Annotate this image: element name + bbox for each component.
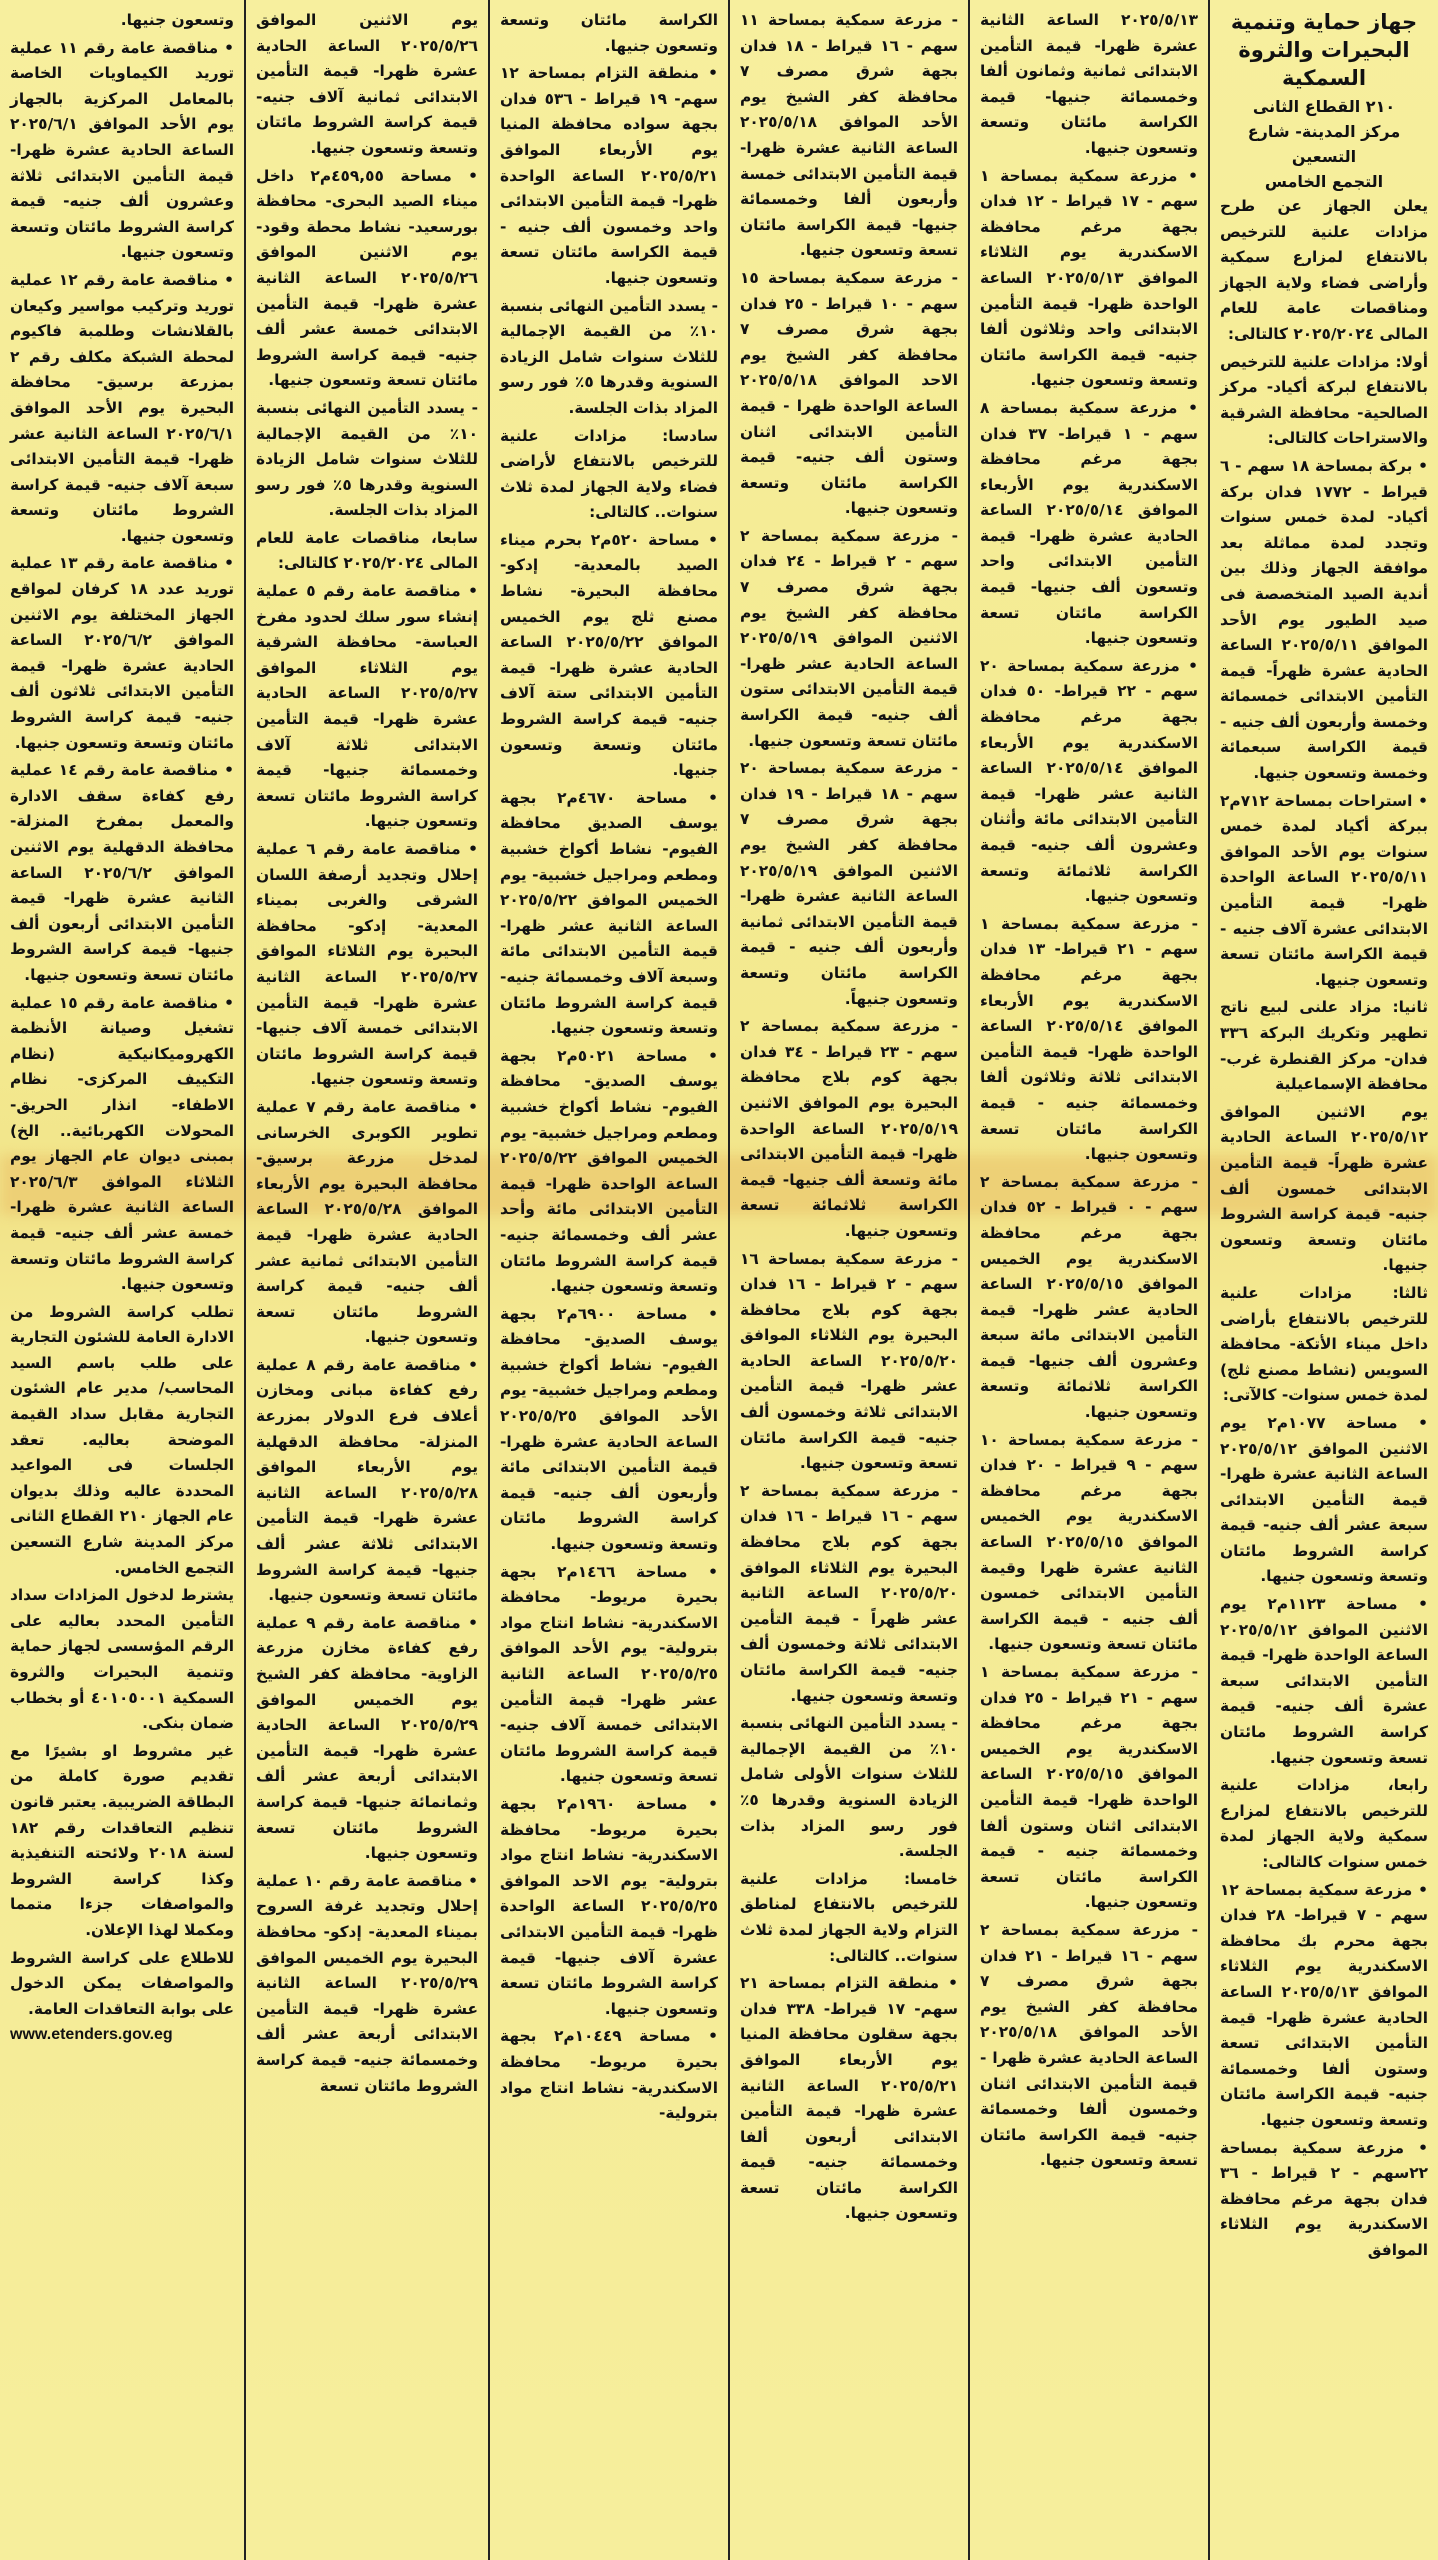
- column-5-body: [256, 8, 478, 2099]
- notice-paragraph: • مساحة ٦٩٠٠م٢ بجهة يوسف الصديق- محافظة الفيوم- نشاط أكواخ خشبية ومطعم ومراجيل خشبية- يوم الأحد الموافق ٢٠٢٥/٥/٢٥ الساعة الحادية عشرة ظهرا- قيمة التأمين الابتدائى مائة وأربعون ألف جنيه- قيمة كراسة الشروط مائتان وتسعة وتسعون جنيها.: [500, 1304, 718, 1554]
- notice-paragraph: • مناقصة عامة رقم ٨ عملية رفع كفاءة مبانى ومخازن أعلاف فرع الدولار بمزرعة المنزلة- محافظة الدقهلية يوم الأربعاء الموافق ٢٠٢٥/٥/٢٨ الساعة الثانية عشرة ظهرا- قيمة التأمين الابتدائى ثلاثة عشر ألف جنيها- قيمة كراسة الشروط مائتان تسعة وتسعون جنيها.: [256, 1355, 478, 1605]
- notice-paragraph: • مناقصة عامة رقم ١٥ عملية تشغيل وصيانة الأنظمة الكهروميكانيكية (نظام التكييف المركزى- نظام الاطفاء- انذار الحريق- المحولات الكهربائية.. الخ) بمبنى ديوان عام الجهاز يوم الثلاثاء الموافق ٢٠٢٥/٦/٣ الساعة الثانية عشرة ظهرا- خمسة عشر ألف جنيه- قيمة كراسة الشروط مائتان وتسعة وتسعون جنيها.: [10, 993, 234, 1294]
- notice-paragraph: • مزرعة سمكية بمساحة ١٢ سهم - ٧ قيراط- ٢٨ فدان بجهة محرم بك محافظة الاسكندرية يوم الثلاثاء الموافق ٢٠٢٥/٥/١٣ الساعة الحادية عشرة ظهرا- قيمة التأمين الابتدائى تسعة وستون ألفا وخمسمائة جنيه- قيمة الكراسة مائتان وتسعة وتسعون جنيها.: [1220, 1880, 1428, 2129]
- notice-paragraph: • مساحة ٤٦٧٠م٢ بجهة يوسف الصديق محافظة الفيوم- نشاط أكواخ خشبية ومطعم ومراجيل خشبية- يوم الخميس الموافق ٢٠٢٥/٥/٢٢ الساعة الثانية عشر ظهرا- قيمة التأمين الابتدائى مائة وسبعة آلاف وخمسمائة جنيه- قيمة كراسة الشروط مائتان وتسعة وتسعون جنيها.: [500, 788, 718, 1038]
- notice-paragraph: • مزرعة سمكية بمساحة ٢٠ سهم - ٢٢ قيراط- ٥٠ فدان بجهة مرغم محافظة الاسكندرية يوم الأربعاء الموافق ٢٠٢٥/٥/١٤ الساعة الثانية عشر ظهرا- قيمة التأمين الابتدائى مائة وأثنان وعشرون ألف جنيه- قيمة الكراسة ثلاثمائة وتسعة وتسعون جنيها.: [980, 656, 1198, 906]
- column-4: [488, 0, 728, 2560]
- notice-paragraph: - يسدد التأمين النهائى بنسبة ١٠٪ من القيمة الإجمالية للثلاث سنوات الأولى شامل الزيادة السنوية وقدرها ٥٪ فور رسو المزاد بذات الجلسة.: [740, 1714, 958, 1861]
- notice-paragraph: - مزرعة سمكية بمساحة ١٥ سهم - ١٠ قيراط - ٢٥ فدان بجهة شرق مصرف ٧ محافظة كفر الشيخ يوم الاحد الموافق ٢٠٢٥/٥/١٨ الساعة الواحدة ظهرا - قيمة التأمين الابتدائى اثنان وستون ألف جنيه- قيمة الكراسة مائتان وتسعة وتسعون جنيها.: [740, 268, 958, 518]
- notice-paragraph: • مساحة ١٠٤٤٩م٢ بجهة بحيرة مريوط- محافظة الاسكندرية- نشاط انتاج مواد بترولية-: [500, 2027, 718, 2123]
- notice-paragraph: • مناقصة عامة رقم ٦ عملية إحلال وتجديد أرصفة اللسان الشرقى والغربى بميناء المعدية- إدكو- محافظة البحيرة يوم الثلاثاء الموافق ٢٠٢٥/٥/٢٧ الساعة الثانية عشرة ظهرا- قيمة التأمين الابتدائى خمسة آلاف جنيها- قيمة كراسة الشروط مائتان وتسعة وتسعون جنيها.: [256, 840, 478, 1089]
- notice-paragraph: • مناقصة عامة رقم ١٢ عملية توريد وتركيب مواسير وكيعان بالقلانشات وطلمبة فاكيوم لمحطة الشبكة مكلف رقم ٢ بمزرعة برسيق- محافظة البحيرة يوم الأحد الموافق ٢٠٢٥/٦/١ الساعة الثانية عشر ظهرا- قيمة التأمين الابتدائى سبعة آلاف جنيه- قيمة كراسة الشروط مائتان وتسعة وتسعون جنيها.: [10, 270, 234, 545]
- notice-paragraph: - يسدد التأمين النهائى بنسبة ١٠٪ من القيمة الإجمالية للثلاث سنوات شامل الزيادة السنوية وقدرها ٥٪ فور رسو المزاد بذات الجلسة.: [256, 398, 479, 520]
- notice-paragraph: • مساحة ٥٠٢١م٢ بجهة يوسف الصديق- محافظة الفيوم- نشاط أكواخ خشبية ومطعم ومراجيل خشبية- يوم الخميس الموافق ٢٠٢٥/٥/٢٢ الساعة الواحدة ظهرا- قيمة التأمين الابتدائى مائة وأحد عشر ألف وخمسمائة جنيه- قيمة كراسة الشروط مائتان وتسعة وتسعون جنيها.: [500, 1046, 718, 1296]
- notice-paragraph: للاطلاع على كراسة الشروط والمواصفات يمكن الدخول على بوابة التعاقدات العامة.: [10, 1948, 234, 2018]
- address-line-2: مركز المدينة- شارع التسعين: [1247, 122, 1401, 166]
- notice-paragraph: • مزرعة سمكية بمساحة ٨ سهم - ١ قيراط- ٣٧ فدان بجهة مرغم محافظة الاسكندرية يوم الأربعاء الموافق ٢٠٢٥/٥/١٤ الساعة الحادية عشرة ظهرا- قيمة التأمين الابتدائى واحد وتسعون ألف جنيها- قيمة الكراسة مائتان تسعة وتسعون جنيها.: [980, 398, 1198, 648]
- notice-paragraph: • مناقصة عامة رقم ١١ عملية توريد الكيماويات الخاصة بالمعامل المركزية بالجهاز يوم الأحد الموافق ٢٠٢٥/٦/١ الساعة الحادية عشرة ظهرا- قيمة التأمين الابتدائى ثلاثة وعشرون ألف جنيه- قيمة كراسة الشروط مائتان وتسعة وتسعون جنيها.: [10, 38, 234, 262]
- address-line-1: ٢١٠ القطاع الثانى: [1252, 97, 1396, 116]
- notice-paragraph: • مناقصة عامة رقم ١٠ عملية إحلال وتجديد غرفة السروح بميناء المعدية- إدكو- محافظة البحيرة يوم الخميس الموافق ٢٠٢٥/٥/٢٩ الساعة الثانية عشرة ظهرا- قيمة التأمين الابتدائى أربعة عشر ألف وخمسمائة جنيه- قيمة كراسة الشروط مائتان تسعة: [256, 1871, 478, 2095]
- notice-paragraph: • مناقصة عامة رقم ١٤ عملية رفع كفاءة سقف الادارة والمعمل بمفرخ المنزلة- محافظة الدقهلية يوم الاثنين الموافق ٢٠٢٥/٦/٢ الساعة الثانية عشرة ظهرا- قيمة التأمين الابتدائى أربعون ألف جنيها- قيمة كراسة الشروط مائتان تسعة وتسعون جنيها.: [10, 761, 235, 984]
- notice-paragraph: يشترط لدخول المزادات سداد التأمين المحدد بعاليه على الرقم المؤسسى لجهاز حماية وتنمية البحيرات والثروة السمكية ٤٠١٠٥٠٠١ أو بخطاب ضمان بنكى.: [10, 1586, 234, 1733]
- notice-paragraph: • مناقصة عامة رقم ٥ عملية إنشاء سور سلك لحدود مفرخ العباسة- محافظة الشرقية يوم الثلاثاء الموافق ٢٠٢٥/٥/٢٧ الساعة الحادية عشرة ظهرا- قيمة التأمين الابتدائى ثلاثة آلاف وخمسمائة جنيها- قيمة كراسة الشروط مائتان تسعة وتسعون جنيها.: [256, 582, 478, 831]
- notice-paragraph: • مزرعة سمكية بمساحة ٢٢سهم - ٢ قيراط - ٣٦ فدان بجهة مرغم محافظة الاسكندرية يوم الثلاثاء الموافق: [1220, 2138, 1428, 2259]
- website-link[interactable]: www.etenders.gov.eg: [10, 2026, 173, 2044]
- notice-paragraph: - مزرعة سمكية بمساحة ٢ سهم - ٠ قيراط - ٥٢ فدان بجهة مرغم محافظة الاسكندرية يوم الخميس الموافق ٢٠٢٥/٥/١٥ الساعة الحادية عشر ظهرا- قيمة التأمين الابتدائى مائة سبعة وعشرون ألف جنيها- قيمة الكراسة ثلاثمائة وتسعة وتسعون جنيها.: [980, 1172, 1198, 1422]
- notice-paragraph: - مزرعة سمكية بمساحة ٢٠ سهم - ١٨ قيراط - ١٩ فدان بجهة شرق مصرف ٧ محافظة كفر الشيخ يوم الاثنين الموافق ٢٠٢٥/٥/١٩ الساعة الثانية عشرة ظهرا- قيمة التأمين الابتدائى ثمانية وأربعون ألف جنيه - قيمة الكراسة مائتان وتسعة وتسعون جنيهاً.: [740, 759, 958, 1008]
- notice-paragraph: ثانيا: مزاد علنى لبيع ناتج تطهير وتكريك البركة ٣٣٦ فدان- مركز القنطرة غرب- محافظة الإسماعيلية: [1220, 998, 1428, 1094]
- notice-paragraph: • مساحة ٤٥٩,٥٥م٢ داخل ميناء الصيد البحرى- محافظة بورسعيد- نشاط محطة وقود- يوم الاثنين الموافق ٢٠٢٥/٥/٢٦ الساعة الثانية عشرة ظهرا- قيمة التأمين الابتدائى خمسة عشر ألف جنيه- قيمة كراسة الشروط مائتان تسعة وتسعون جنيها.: [256, 166, 478, 390]
- notice-paragraph: • مزرعة سمكية بمساحة ١ سهم - ١٧ قيراط - ١٢ فدان بجهة مرغم محافظة الاسكندرية يوم الثلاثاء الموافق ٢٠٢٥/٥/١٣ الساعة الواحدة ظهرا- قيمة التأمين الابتدائى واحد وثلاثون ألفا جنيه- قيمة الكراسة مائتان وتسعة وتسعون جنيها.: [980, 166, 1198, 390]
- notice-paragraph: وتسعون جنيها.: [120, 11, 234, 29]
- notice-paragraph: • مساحة ١٤٦٦م٢ بجهة بحيرة مريوط- محافظة الاسكندرية- نشاط انتاج مواد بترولية- يوم الأحد الموافق ٢٠٢٥/٥/٢٥ الساعة الثانية عشر ظهرا- قيمة التأمين الابتدائى خمسة آلاف جنيه- قيمة كراسة الشروط مائتان تسعة وتسعون جنيها.: [500, 1562, 718, 1786]
- notice-paragraph: - مزرعة سمكية بمساحة ٢ سهم - ٢٣ قيراط - ٣٤ فدان بجهة كوم بلاج محافظة البحيرة يوم الموافق الاثنين ٢٠٢٥/٥/١٩ الساعة الواحدة ظهرا- قيمة التأمين الابتدائى مائة وتسعة ألف جنيها- قيمة الكراسة ثلاثمائة تسعة وتسعون جنيها.: [740, 1017, 958, 1240]
- notice-paragraph: • بركة بمساحة ١٨ سهم - ٦ قيراط - ١٧٧٢ فدان بركة أكياد- لمدة خمس سنوات وتجدد لمدة مماثلة بعد موافقة الجهاز وذلك بين أندية الصيد المتخصصة فى صيد الطيور يوم الأحد الموافق ٢٠٢٥/٥/١١ الساعة الحادية عشرة ظهراً- قيمة التأمين الابتدائى خمسمائة وخمسة وأربعون ألف جنيه - قيمة الكراسة سبعمائة وخمسة وتسعون جنيها.: [1220, 456, 1429, 783]
- notice-paragraph: - مزرعة سمكية بمساحة ٢ سهم - ١٦ قيراط - ٢١ فدان بجهة شرق مصرف ٧ محافظة كفر الشيخ يوم الأحد الموافق ٢٠٢٥/٥/١٨ الساعة الحادية عشرة ظهرا - قيمة التأمين الابتدائى اثنان وخمسون ألفا وخمسمائة جنيه- قيمة الكراسة مائتان تسعة وتسعون جنيها.: [980, 1920, 1198, 2170]
- notice-paragraph: - مزرعة سمكية بمساحة ١١ سهم - ١٦ قيراط - ١٨ فدان بجهة شرق مصرف ٧ محافظة كفر الشيخ يوم الأحد الموافق ٢٠٢٥/٥/١٨ الساعة الثانية عشرة ظهرا- قيمة التأمين الابتدائى خمسة وأربعون ألفا وخمسمائة جنيها- قيمة الكراسة مائتان تسعة وتسعون جنيها.: [740, 11, 958, 260]
- notice-paragraph: • مساحة ١٠٧٧م٢ يوم الاثنين الموافق ٢٠٢٥/٥/١٢ الساعة الثانية عشرة ظهرا- قيمة التأمين الابتدائى سبعة عشر ألف جنيه- قيمة كراسة الشروط مائتان وتسعة وتسعون جنيها.: [1220, 1413, 1428, 1586]
- notice-paragraph: رابعا، مزادات علنية للترخيص بالانتفاع لمزارع سمكية ولاية الجهاز لمدة خمس سنوات كالتالى:: [1220, 1776, 1428, 1871]
- notice-paragraph: - يسدد التأمين النهائى بنسبة ١٠٪ من القيمة الإجمالية للثلاث سنوات شامل الزيادة السنوية وقدرها ٥٪ فور رسو المزاد بذات الجلسة.: [500, 296, 719, 417]
- org-title: جهاز حماية وتنمية البحيرات والثروة السمكية: [1230, 10, 1418, 90]
- notice-paragraph: • مساحة ١٩٦٠م٢ بجهة بحيرة مريوط- محافظة الاسكندرية- نشاط انتاج مواد بترولية- يوم الاحد الموافق ٢٠٢٥/٥/٢٥ الساعة الواحدة ظهرا- قيمة التأمين الابتدائى عشرة آلاف جنيها- قيمة كراسة الشروط مائتان تسعة وتسعون جنيها.: [500, 1794, 718, 2018]
- notice-paragraph: • استراحات بمساحة ٧١٢م٢ ببركة أكياد لمدة خمس سنوات يوم الأحد الموافق ٢٠٢٥/٥/١١ الساعة الواحدة ظهرا- قيمة التأمين الابتدائى عشرة آلاف جنيه - قيمة الكراسة مائتان تسعة وتسعون جنيها.: [1220, 791, 1428, 989]
- notice-paragraph: • مساحة ٥٢٠م٢ بحرم ميناء الصيد بالمعدية- إدكو- محافظة البحيرة- نشاط مصنع ثلج يوم الخميس الموافق ٢٠٢٥/٥/٢٢ الساعة الحادية عشرة ظهرا- قيمة التأمين الابتدائى ستة آلاف جنيه- قيمة كراسة الشروط مائتان وتسعة وتسعون جنيها.: [500, 530, 719, 780]
- notice-paragraph: - مزرعة سمكية بمساحة ١٦ سهم - ٢ قيراط - ١٦ فدان بجهة كوم بلاج محافظة البحيرة يوم الثلاثاء الموافق ٢٠٢٥/٥/٢٠ الساعة الحادية عشر ظهرا- قيمة التأمين الابتدائى ثلاثة وخمسون ألف جنيه- قيمة الكراسة مائتان تسعة وتسعون جنيها.: [740, 1249, 958, 1473]
- notice-paragraph: ٢٠٢٥/٥/١٣ الساعة الثانية عشرة ظهرا- قيمة التأمين الابتدائى ثمانية وثمانون ألفا وخمسمائة جنيها- قيمة الكراسة مائتان وتسعة وتسعون جنيها.: [980, 11, 1198, 157]
- notice-paragraph: • مناقصة عامة رقم ٧ عملية تطوير الكوبرى الخرسانى لمدخل مزرعة برسيق- محافظة البحيرة يوم الأربعاء الموافق ٢٠٢٥/٥/٢٨ الساعة الحادية عشرة ظهرا- قيمة التأمين الابتدائى ثمانية عشر ألف جنيه- قيمة كراسة الشروط مائتان تسعة وتسعون جنيها.: [256, 1097, 478, 1347]
- column-4-body: [500, 8, 718, 2127]
- column-2: [968, 0, 1208, 2560]
- notice-paragraph: - مزرعة سمكية بمساحة ١ سهم - ٢١ قيراط- ١٣ فدان بجهة مرغم محافظة الاسكندرية يوم الأربعاء الموافق ٢٠٢٥/٥/١٤ الساعة الواحدة ظهرا- قيمة التأمين الابتدائى ثلاثة وثلاثون ألفا وخمسمائة جنيه - قيمة الكراسة مائتان تسعة وتسعون جنيها.: [980, 914, 1198, 1164]
- notice-paragraph: - مزرعة سمكية بمساحة ١٠ سهم - ٩ قيراط - ٢٠ فدان بجهة مرغم محافظة الاسكندرية يوم الخميس الموافق ٢٠٢٥/٥/١٥ الساعة الثانية عشرة ظهرا وقيمة التأمين الابتدائى خمسون ألف جنيه - قيمة الكراسة مائتان تسعة وتسعون جنيها.: [980, 1430, 1198, 1654]
- notice-paragraph: يوم الاثنين الموافق ٢٠٢٥/٥/٢٦ الساعة الحادية عشرة ظهرا- قيمة التأمين الابتدائى ثمانية آلاف جنيه- قيمة كراسة الشروط مائتان وتسعة وتسعون جنيها.: [256, 11, 478, 157]
- notice-paragraph: يوم الاثنين الموافق ٢٠٢٥/٥/١٢ الساعة الحادية عشرة ظهراً- قيمة التأمين الابتدائى خمسون ألف جنيه- قيمة كراسة الشروط مائتان وتسعة وتسعون جنيها.: [1220, 1102, 1428, 1275]
- notice-paragraph: يعلن الجهاز عن طرح مزادات علنية للترخيص بالانتفاع لمزارع سمكية وأراضى فضاء ولاية الجهاز ومناقصات عامة للعام المالى ٢٠٢٥/٢٠٢٤ كالتالى:: [1220, 197, 1428, 343]
- notice-paragraph: - مزرعة سمكية بمساحة ٢ سهم - ١٦ قيراط - ١٦ فدان بجهة كوم بلاج محافظة البحيرة يوم الثلاثاء الموافق ٢٠٢٥/٥/٢٠ الساعة الثانية عشر ظهراً - قيمة التأمين الابتدائى ثلاثة وخمسون ألف جنيه- قيمة الكراسة مائتان وتسعة وتسعون جنيها.: [740, 1481, 958, 1705]
- notice-paragraph: • مناقصة عامة رقم ٩ عملية رفع كفاءة مخازن مزرعة الزاوية- محافظة كفر الشيخ يوم الخميس الموافق ٢٠٢٥/٥/٢٩ الساعة الحادية عشرة ظهرا- قيمة التأمين الابتدائى أربعة عشر ألف وثمانمائة جنيها- قيمة كراسة الشروط مائتان تسعة وتسعون جنيها.: [256, 1613, 478, 1863]
- notice-paragraph: ثالثا: مزادات علنية للترخيص بالانتفاع بأراضى داخل ميناء الأتكة- محافظة السويس (نشاط مصنع ثلج) لمدة خمس سنوات- كالآتى:: [1220, 1283, 1428, 1405]
- notice-paragraph: سادسا: مزادات علنية للترخيص بالانتفاع لأراضى فضاء ولاية الجهاز لمدة ثلاث سنوات.. كالتالى:: [500, 426, 718, 522]
- notice-paragraph: - مزرعة سمكية بمساحة ٢ سهم - ٢ قيراط - ٢٤ فدان بجهة شرق مصرف ٧ محافظة كفر الشيخ يوم الاثنين الموافق ٢٠٢٥/٥/١٩ الساعة الحادية عشر ظهرا- قيمة التأمين الابتدائى ستون ألف جنيه- قيمة الكراسة مائتان تسعة وتسعون جنيها.: [740, 526, 958, 750]
- notice-paragraph: خامسا: مزادات علنية للترخيص بالانتفاع لمناطق التزام ولاية الجهاز لمدة ثلاث سنوات.. كالتالى:: [740, 1869, 958, 1965]
- column-6: [0, 0, 244, 2560]
- column-2-body: [980, 8, 1198, 2174]
- column-1-body: [1220, 194, 1428, 2264]
- column-6-body: [10, 8, 234, 2022]
- notice-paragraph: أولا: مزادات علنية للترخيص بالانتفاع لبركة أكياد- مركز الصالحية- محافظة الشرقية والاستراحات كالتالى:: [1220, 352, 1428, 448]
- notice-paragraph: تطلب كراسة الشروط من الادارة العامة للشئون التجارية على طلب باسم السيد المحاسب/ مدير عام الشئون التجارية مقابل سداد القيمة الموضحة بعاليه. تعقد الجلسات فى المواعيد المحددة عاليه وذلك بديوان عام الجهاز ٢١٠ القطاع الثانى مركز المدينة شارع التسعين التجمع الخامس.: [10, 1302, 234, 1577]
- notice-paragraph: • منطقة التزام بمساحة ٢١ سهم- ١٧ قيراط- ٣٣٨ فدان بجهة سقلون محافظة المنيا يوم الأربعاء الموافق ٢٠٢٥/٥/٢١ الساعة الثانية عشرة ظهرا- قيمة التأمين الابتدائى أربعون ألفا وخمسمائة جنيه- قيمة الكراسة مائتان تسعة وتسعون جنيها.: [740, 1974, 958, 2223]
- notice-paragraph: • مناقصة عامة رقم ١٣ عملية توريد عدد ١٨ كرفان لمواقع الجهاز المختلفة يوم الاثنين الموافق ٢٠٢٥/٦/٢ الساعة الحادية عشرة ظهرا- قيمة التأمين الابتدائى ثلاثون ألف جنيه- قيمة كراسة الشروط مائتان وتسعة وتسعون جنيها.: [10, 554, 235, 752]
- column-3: [728, 0, 968, 2560]
- column-5: [244, 0, 488, 2560]
- notice-paragraph: • مساحة ١١٢٣م٢ يوم الاثنين الموافق ٢٠٢٥/٥/١٢ الساعة الواحدة ظهرا- قيمة التأمين الابتدائى سبعة عشرة ألف جنيه- قيمة كراسة الشروط مائتان تسعة وتسعون جنيها.: [1220, 1595, 1428, 1767]
- notice-paragraph: • منطقة التزام بمساحة ١٢ سهم- ١٩ قيراط - ٥٣٦ فدان بجهة سواده محافظة المنيا يوم الأربعاء الموافق ٢٠٢٥/٥/٢١ الساعة الواحدة ظهرا- قيمة التأمين الابتدائى واحد وخمسون ألف جنيه - قيمة الكراسة مائتان تسعة وتسعون جنيها.: [500, 64, 718, 287]
- notice-paragraph: سابعا، مناقصات عامة للعام المالى ٢٠٢٥/٢٠٢٤ كالتالى:: [256, 528, 478, 573]
- notice-paragraph: غير مشروط او بشيرًا مع تقديم صورة كاملة من البطاقة الضريبية. يعتبر قانون تنظيم التعاقدات رقم ١٨٢ لسنة ٢٠١٨ ولائحته التنفيذية وكذا كراسة الشروط والمواصفات جزءا متمما ومكملا لهذا الإعلان.: [10, 1741, 234, 1939]
- column-3-body: [740, 8, 958, 2227]
- column-1: [1208, 0, 1438, 2560]
- notice-paragraph: الكراسة مائتان وتسعة وتسعون جنيها.: [500, 11, 718, 55]
- address-line-3: التجمع الخامس: [1264, 172, 1384, 191]
- notice-paragraph: - مزرعة سمكية بمساحة ١ سهم - ٢١ قيراط - ٢٥ فدان بجهة مرغم محافظة الاسكندرية يوم الخميس الموافق ٢٠٢٥/٥/١٥ الساعة الواحدة ظهرا- قيمة التأمين الابتدائى اثنان وستون ألفا وخمسمائة جنيه - قيمة الكراسة مائتان تسعة وتسعون جنيها.: [980, 1663, 1198, 1912]
